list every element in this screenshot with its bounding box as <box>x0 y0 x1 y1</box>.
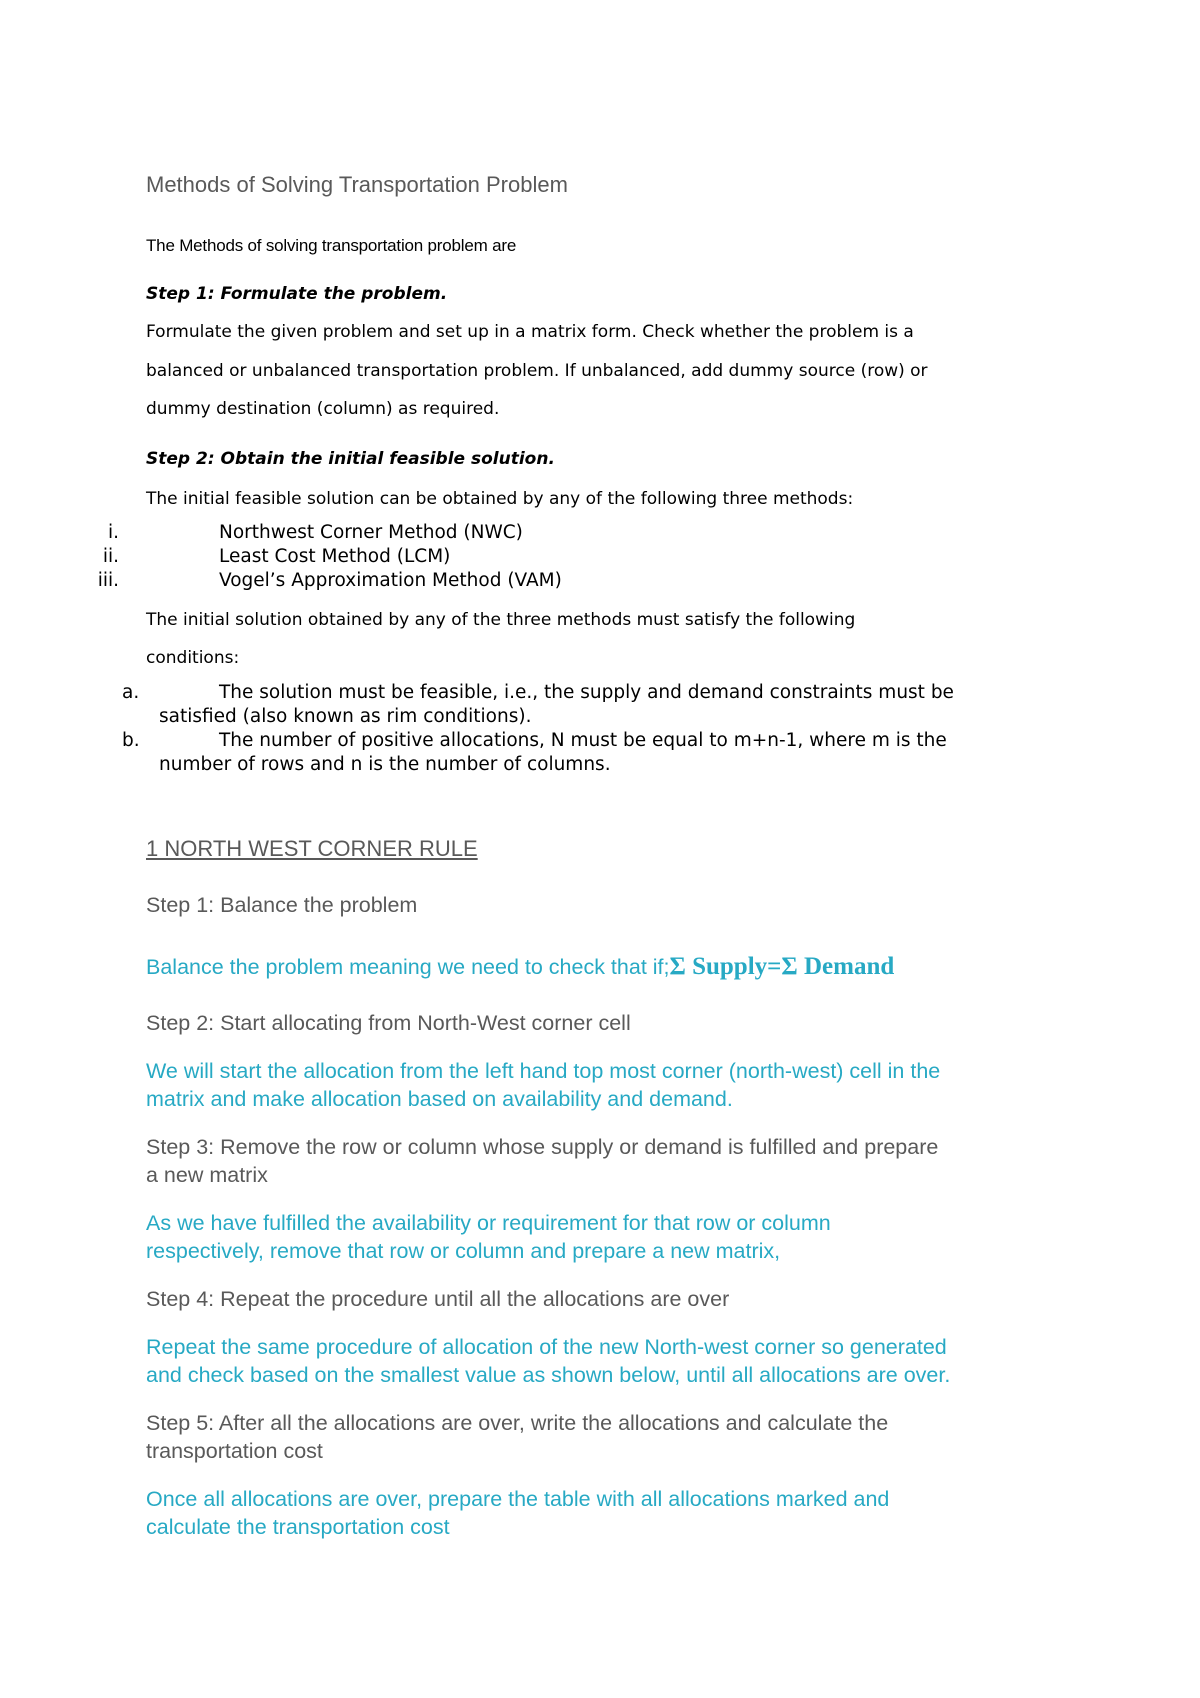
nwc-step-desc: calculate the transportation cost <box>146 1515 450 1539</box>
conditions-intro: conditions: <box>146 648 240 668</box>
nwc-step-title: transportation cost <box>146 1439 323 1463</box>
list-item-number: a. <box>122 682 140 703</box>
nwc-step-desc: As we have fulfilled the availability or requirement for that row or column <box>146 1211 831 1235</box>
nwc-step-desc: We will start the allocation from the left hand top most corner (north-west) cell in the <box>146 1059 941 1083</box>
list-item-number: iii. <box>97 570 119 591</box>
list-item-number: b. <box>122 730 140 751</box>
list-item: Northwest Corner Method (NWC) <box>219 522 523 543</box>
nwc-step-desc <box>146 953 894 981</box>
intro-text: The Methods of solving transportation problem are <box>146 236 517 255</box>
nwc-step-title: Step 5: After all the allocations are over, write the allocations and calculate the <box>146 1411 889 1435</box>
supply-demand-formula: Σ Supply=Σ Demand <box>669 953 895 980</box>
list-item: The solution must be feasible, i.e., the supply and demand constraints must be <box>219 682 954 703</box>
step2-heading: Step 2: Obtain the initial feasible solution. <box>146 449 555 469</box>
list-item-number: ii. <box>102 546 119 567</box>
list-item: Least Cost Method (LCM) <box>219 546 451 567</box>
nwc-step-desc: matrix and make allocation based on availability and demand. <box>146 1087 733 1111</box>
nwc-step-desc: Once all allocations are over, prepare the table with all allocations marked and <box>146 1487 890 1511</box>
nwc-step-title: Step 2: Start allocating from North-West corner cell <box>146 1011 631 1035</box>
list-item: Vogel’s Approximation Method (VAM) <box>219 570 562 591</box>
nwc-step-title: Step 3: Remove the row or column whose supply or demand is fulfilled and prepare <box>146 1135 939 1159</box>
step1-heading: Step 1: Formulate the problem. <box>146 284 448 304</box>
list-item-continuation: satisfied (also known as rim conditions). <box>159 706 532 727</box>
nwc-step1-desc-text: Balance the problem meaning we need to check that if; <box>146 955 670 979</box>
nwc-step-title: a new matrix <box>146 1163 268 1187</box>
nwc-step-title: Step 4: Repeat the procedure until all the allocations are over <box>146 1287 730 1311</box>
step1-line: dummy destination (column) as required. <box>146 399 500 419</box>
nwc-step-desc: Repeat the same procedure of allocation of the new North-west corner so generated <box>146 1335 947 1359</box>
step2-intro: The initial feasible solution can be obtained by any of the following three methods: <box>146 489 854 509</box>
step1-line: balanced or unbalanced transportation problem. If unbalanced, add dummy source (row) or <box>146 361 928 381</box>
list-item: The number of positive allocations, N must be equal to m+n-1, where m is the <box>219 730 947 751</box>
nwc-step-title: Step 1: Balance the problem <box>146 893 418 917</box>
step1-line: Formulate the given problem and set up in a matrix form. Check whether the problem is a <box>146 322 914 342</box>
document-title: Methods of Solving Transportation Problem <box>146 172 568 197</box>
conditions-intro: The initial solution obtained by any of the three methods must satisfy the following <box>146 610 856 630</box>
nwc-heading: 1 NORTH WEST CORNER RULE <box>146 836 478 861</box>
nwc-step-desc: and check based on the smallest value as shown below, until all allocations are over. <box>146 1363 951 1387</box>
list-item-continuation: number of rows and n is the number of columns. <box>159 754 611 775</box>
list-item-number: i. <box>107 522 119 543</box>
nwc-step-desc: respectively, remove that row or column and prepare a new matrix, <box>146 1239 781 1263</box>
